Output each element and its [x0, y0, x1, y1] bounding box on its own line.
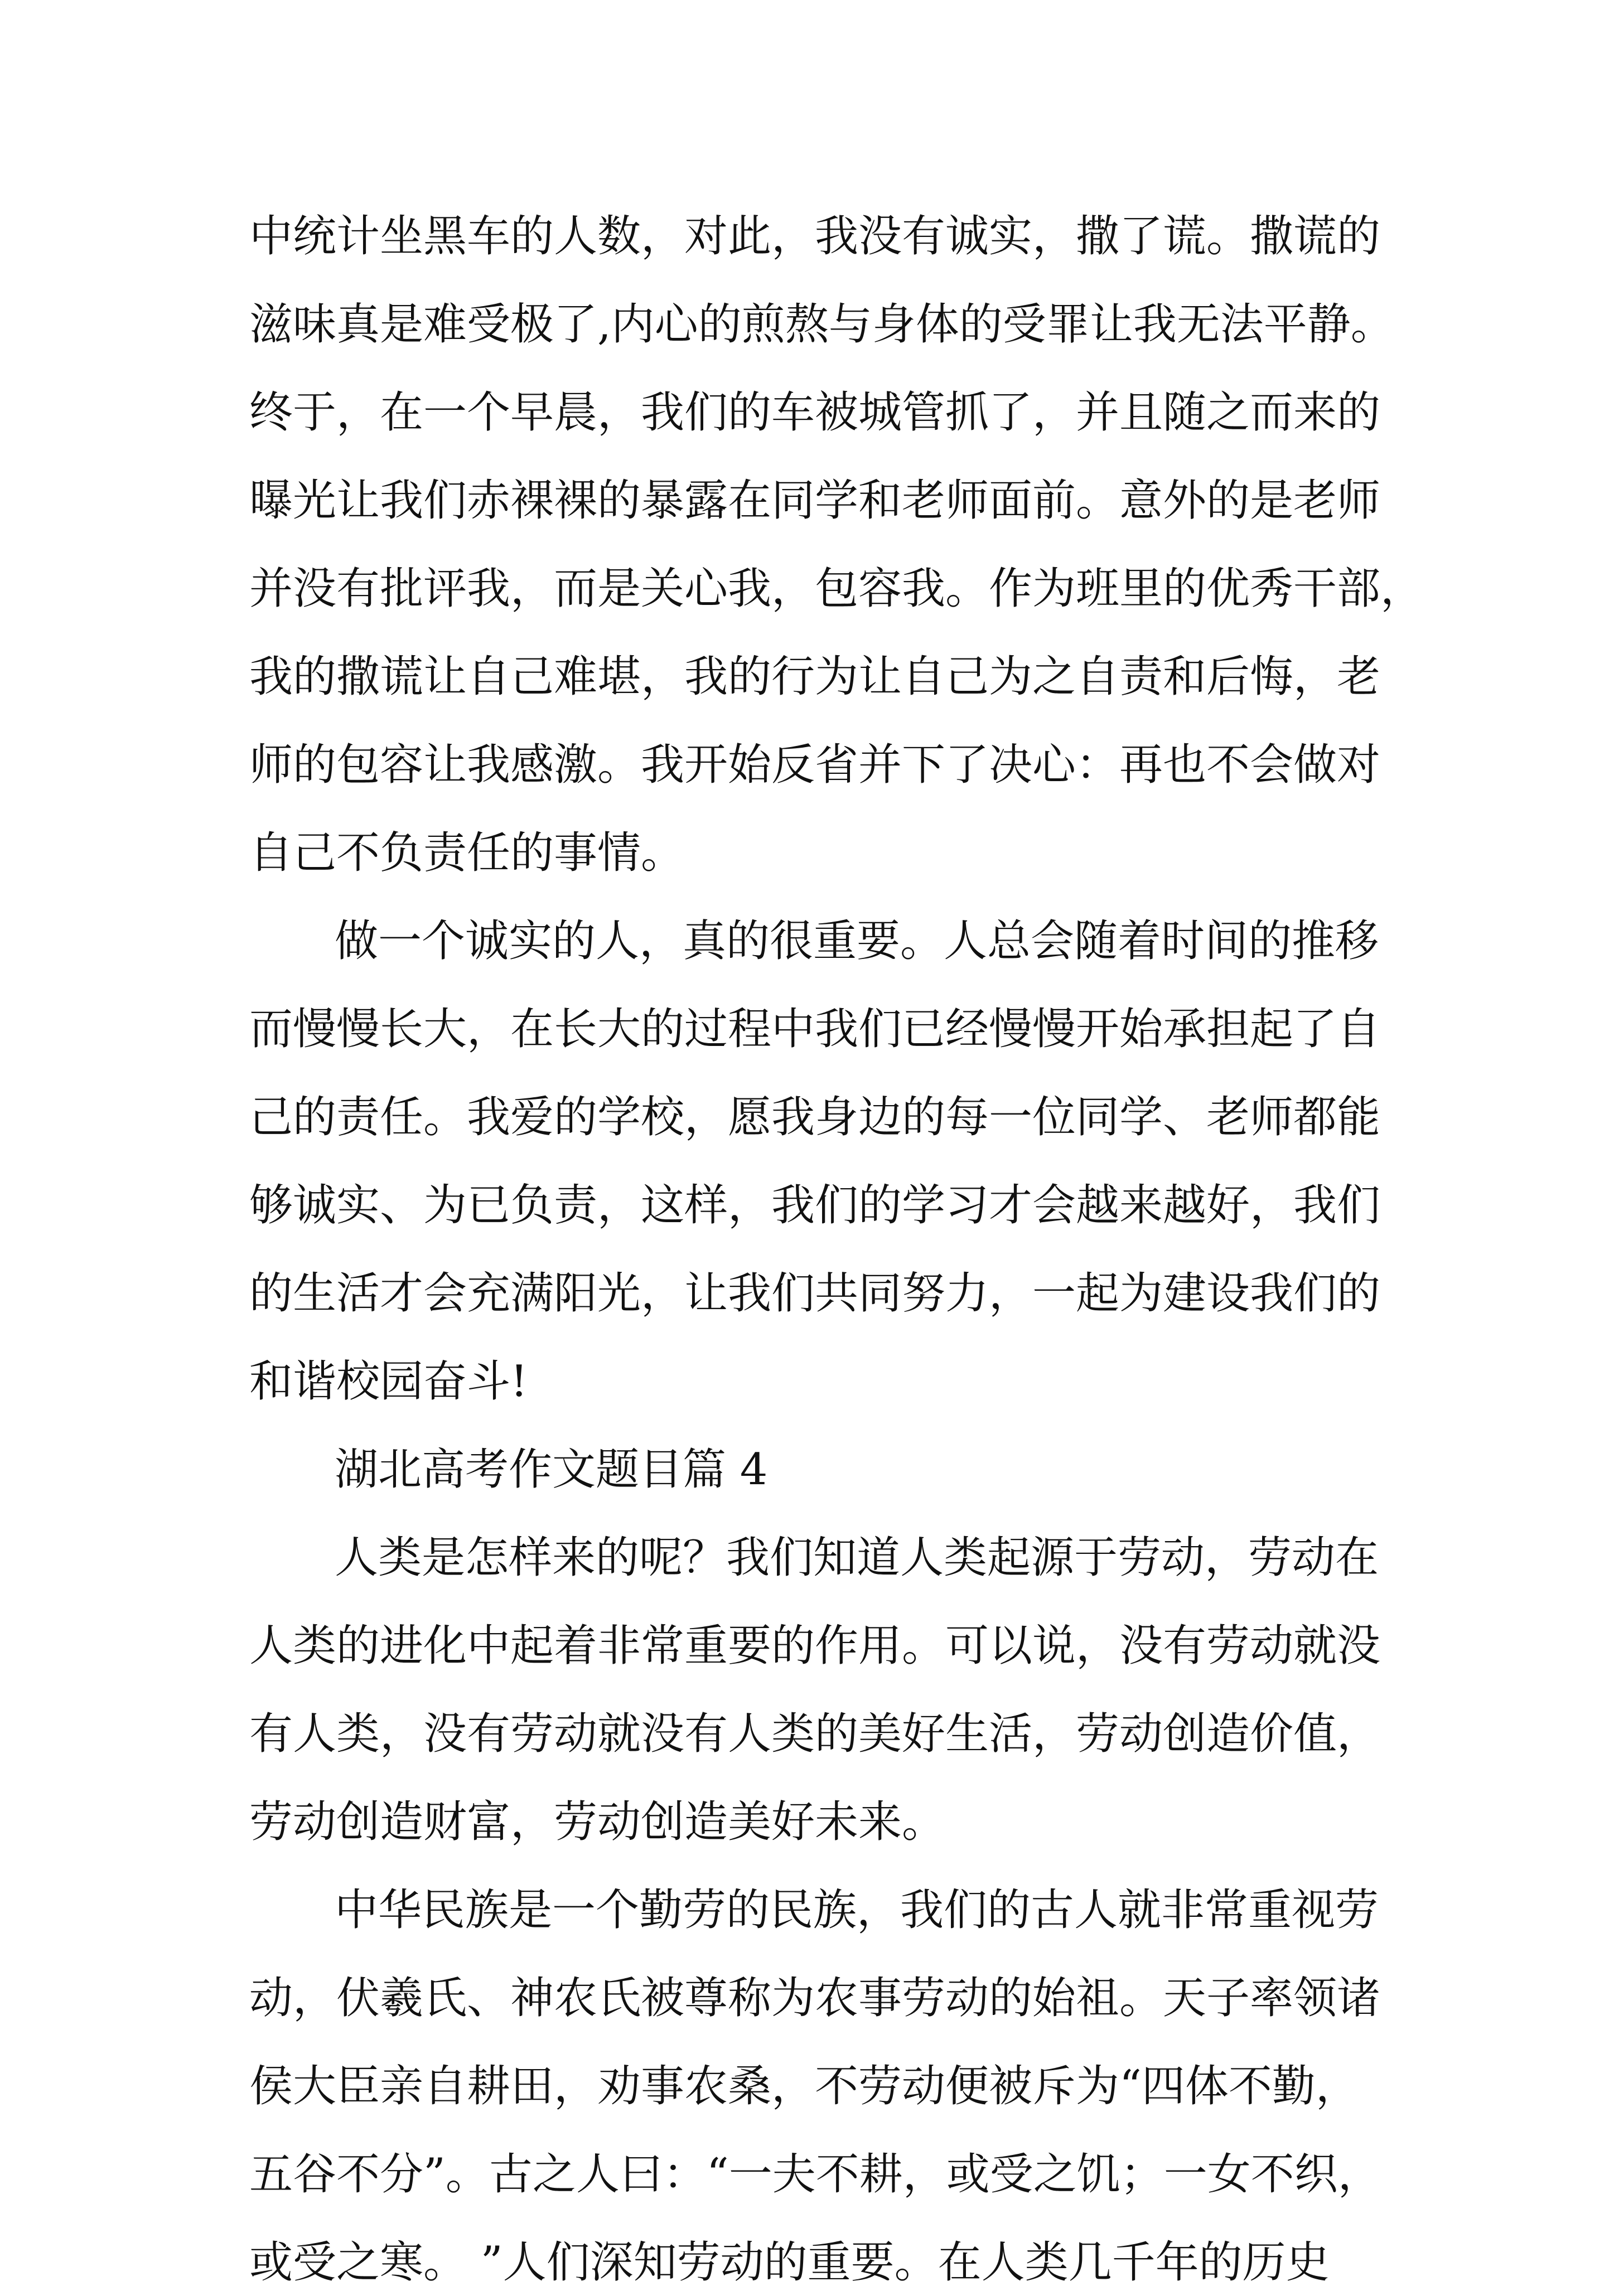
- text-line-23: 五谷不分”。古之人曰：“一夫不耕，或受之饥；一女不织，: [249, 2149, 1381, 2200]
- text-line-18: 有人类，没有劳动就没有人类的美好生活，劳动创造价值，: [249, 1709, 1381, 1759]
- text-line-17: 人类的进化中起着非常重要的作用。可以说，没有劳动就没: [249, 1621, 1381, 1671]
- text-line-14: 和谐校园奋斗!: [249, 1357, 528, 1407]
- paragraph-start-line: 中华民族是一个勤劳的民族，我们的古人就非常重视劳: [335, 1885, 1379, 1935]
- text-line-24: 或受之寒。 ”人们深知劳动的重要。在人类几千年的历史: [249, 2237, 1330, 2288]
- text-line-19: 劳动创造财富，劳动创造美好未来。: [249, 1797, 946, 1847]
- text-line-8: 自己不负责任的事情。: [249, 828, 685, 878]
- text-line-10: 而慢慢长大，在长大的过程中我们已经慢慢开始承担起了自: [249, 1004, 1381, 1054]
- text-line-22: 侯大臣亲自耕田，劝事农桑，不劳动便被斥为“四体不勤，: [249, 2061, 1359, 2111]
- text-line-21: 动，伏羲氏、神农氏被尊称为农事劳动的始祖。天子率领诸: [249, 1973, 1381, 2023]
- text-line-13: 的生活才会充满阳光，让我们共同努力，一起为建设我们的: [249, 1268, 1381, 1319]
- text-line-2: 滋味真是难受极了,内心的煎熬与身体的受罪让我无法平静。: [249, 299, 1394, 350]
- text-line-6: 我的撒谎让自己难堪，我的行为让自己为之自责和后悔，老: [249, 652, 1381, 702]
- text-line-5: 并没有批评我，而是关心我，包容我。作为班里的优秀干部，: [249, 564, 1424, 614]
- section-heading: 湖北高考作文题目篇 4: [335, 1445, 768, 1495]
- text-line-7: 师的包容让我感激。我开始反省并下了决心：再也不会做对: [249, 740, 1381, 790]
- paragraph-start-line: 做一个诚实的人，真的很重要。人总会随着时间的推移: [335, 916, 1379, 966]
- text-line-11: 己的责任。我爱的学校，愿我身边的每一位同学、老师都能: [249, 1092, 1381, 1142]
- paragraph-start-line: 人类是怎样来的呢？我们知道人类起源于劳动，劳动在: [335, 1533, 1379, 1583]
- text-line-1: 中统计坐黑车的人数，对此，我没有诚实，撒了谎。撒谎的: [249, 211, 1381, 261]
- text-line-3: 终于，在一个早晨，我们的车被城管抓了，并且随之而来的: [249, 387, 1381, 438]
- text-line-12: 够诚实、为已负责，这样，我们的学习才会越来越好，我们: [249, 1180, 1381, 1231]
- text-line-4: 曝光让我们赤裸裸的暴露在同学和老师面前。意外的是老师: [249, 476, 1381, 526]
